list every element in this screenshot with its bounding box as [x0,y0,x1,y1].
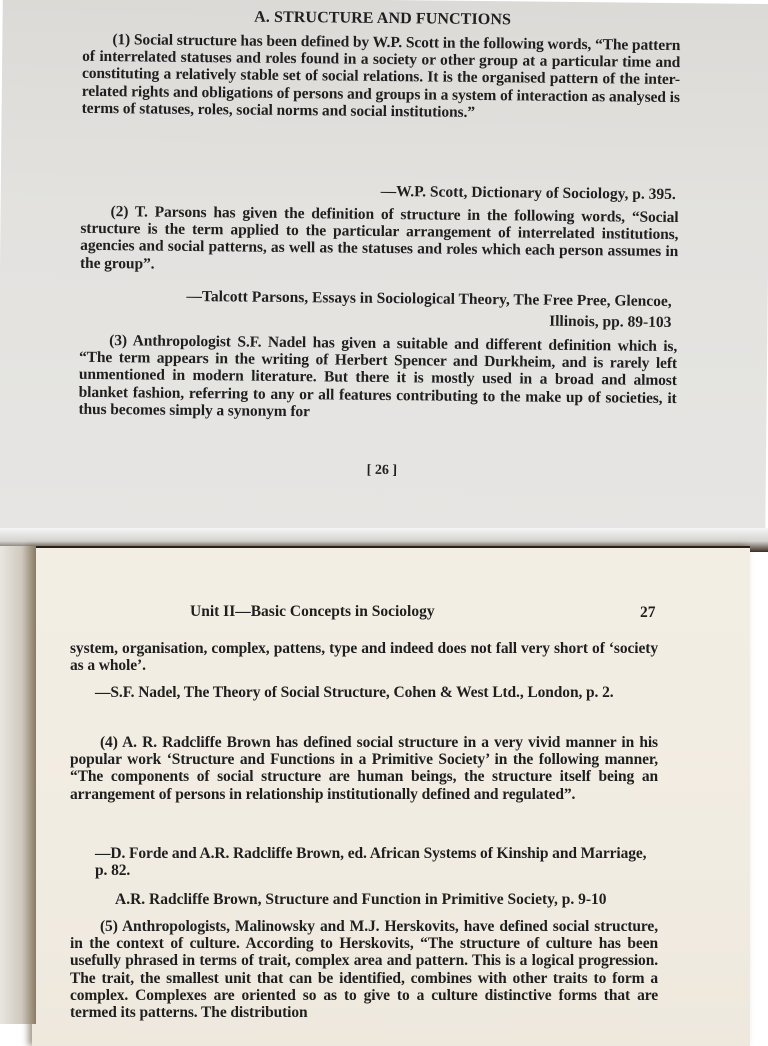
page-edge-shadow [0,546,36,1024]
attribution-forde: —D. Forde and A.R. Radcliffe Brown, ed. African Systems of Kinship and Marriage, p. 82. [95,845,647,880]
attribution-nadel: —S.F. Nadel, The Theory of Social Structure, Cohen & West Ltd., London, p. 2. [95,684,614,701]
paragraph-5: (5) Anthropologists, Malinowsky and M.J. Herskovits, have defined social structure, in the context of culture. According to Herskovits, “The structure of culture has been usefully phrased in terms of trait, complex area and pattern. This is a logical progression. The trait, the smallest unit that can be identified, combines with other traits to form a complex. Complexes are oriented so as to give to a culture distinctive forms that are termed its patterns. The distribution [70,918,658,1022]
paragraph-4: (4) A. R. Radcliffe Brown has defined social structure in a very vivid manner in his popular work ‘Structure and Functions in a Primitive Society’ in the following manner, “The components of social structure are human beings, the structure itself being an arrangement of persons in relationship institutionally defined and regulated”. [70,734,658,803]
paragraph-1: (1) Social structure has been defined by W.P. Scott in the following words, “The pattern of interrelated statuses and roles found in a society or other group at a particular time and constituting a relatively stable set of social relations. It is the organised pattern of the inter-related rights and obligations of persons and groups in a system of interaction as analysed is terms of statuses, roles, social norms and social institutions.” [81,31,681,121]
continued-paragraph: system, organisation, complex, pattens, type and indeed does not fall very short of ‘society as a whole’. [70,640,658,675]
attribution-parsons-line2: Illinois, pp. 89-103 [549,312,672,332]
section-heading: A. STRUCTURE AND FUNCTIONS [254,8,512,29]
attribution-radcliffe: A.R. Radcliffe Brown, Structure and Function in Primitive Society, p. 9-10 [115,891,607,908]
paragraph-2: (2) T. Parsons has given the definition of structure in the following words, “Social structure is the term applied to the particular arrangement of interrelated institutions, agencies and social patterns, as well as the statuses and roles which each person assumes in the group”. [79,203,679,273]
attribution-parsons-line1: —Talcott Parsons, Essays in Sociological Theory, The Free Pree, Glencoe, [186,287,672,311]
paragraph-3: (3) Anthropologist S.F. Nadel has given a suitable and different definition which is, “The term appears in the writing of Herbert Spencer and Durkheim, and is rarely left unmentioned in modern literature. But there it is mostly used in a broad and almost blanket fashion, referring to any or all features contributing to the make up of societies, it thus becomes simply a synonym for [78,332,678,421]
page-folio: [ 26 ] [366,462,398,479]
attribution-scott: —W.P. Scott, Dictionary of Sociology, p. 395. [380,182,676,204]
page-number: 27 [640,604,656,621]
running-head: Unit II—Basic Concepts in Sociology [190,603,435,620]
